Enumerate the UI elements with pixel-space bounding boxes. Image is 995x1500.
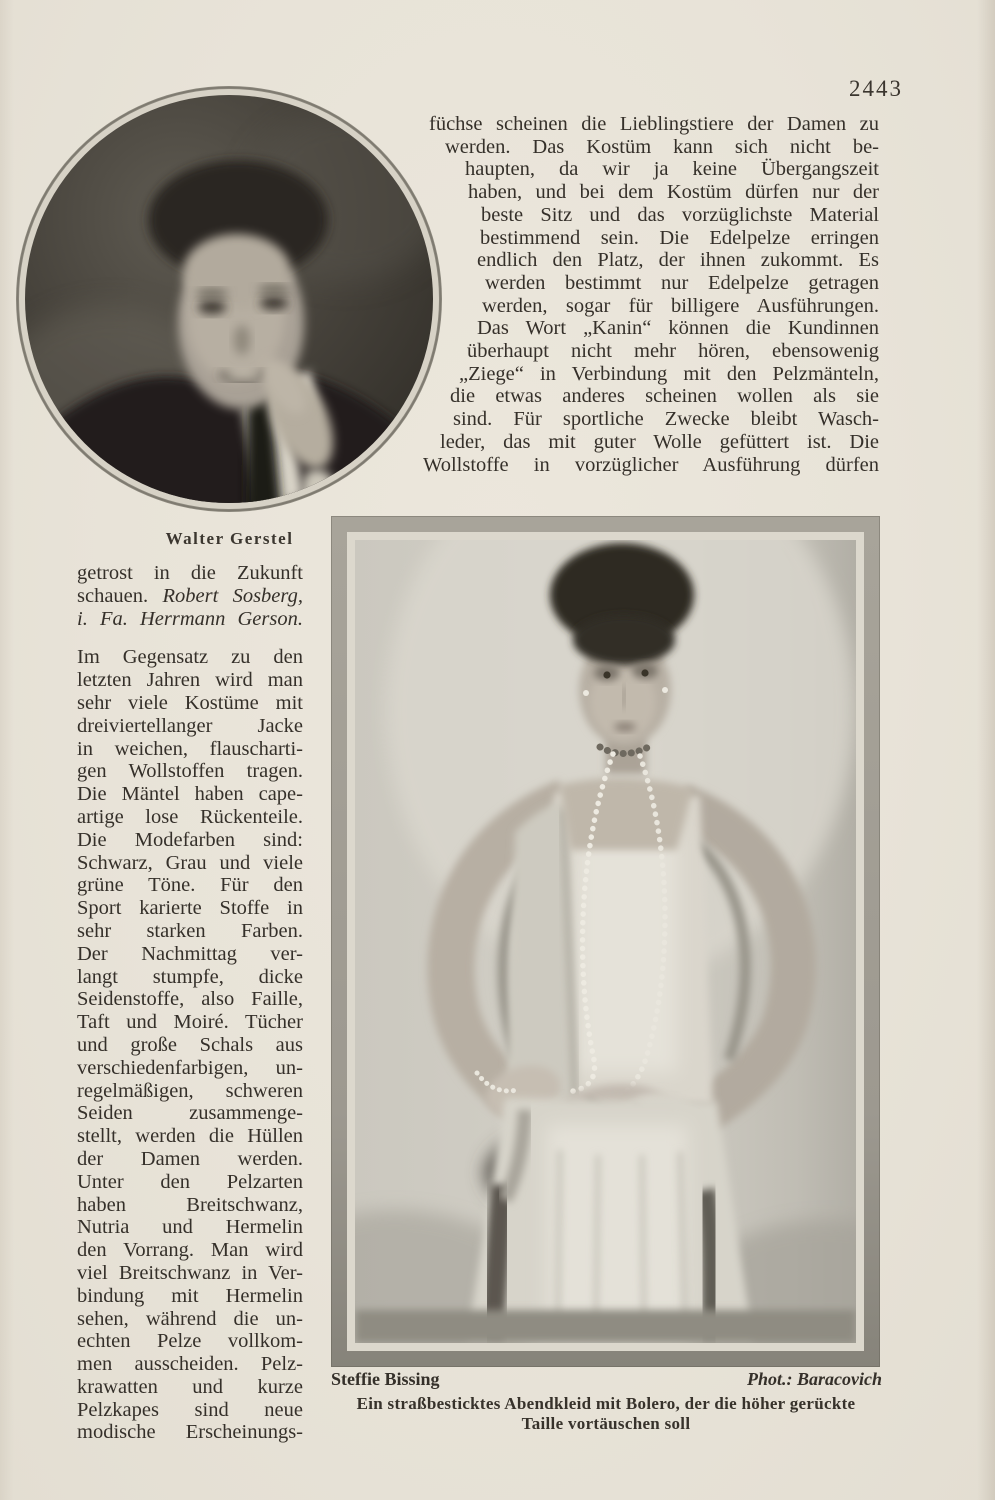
text-line: Unter den Pelzarten <box>77 1170 303 1193</box>
text-line: regelmäßigen, schweren <box>77 1079 303 1102</box>
text-line: der Damen werden. <box>77 1147 303 1170</box>
text-line: krawatten und kurze <box>77 1375 303 1398</box>
article-column-right <box>421 113 879 476</box>
text-line: artige lose Rückenteile. <box>77 805 303 828</box>
text-line: Seiden zusammenge- <box>77 1102 303 1125</box>
text-line: werden, sogar für billigere Ausführungen. <box>482 294 879 317</box>
text-line: bindung mit Hermelin <box>77 1284 303 1307</box>
text-line: grüne Töne. Für den <box>77 874 303 897</box>
text-line: den Vorrang. Man wird <box>77 1239 303 1262</box>
text-line: men ausscheiden. Pelz- <box>77 1353 303 1376</box>
photo-caption-line: Ein straßbesticktes Abendkleid mit Bolero, der die höher gerückte <box>356 1394 856 1413</box>
text-line <box>77 585 303 608</box>
text-line: modische Erscheinungs- <box>77 1421 303 1444</box>
earring <box>662 687 668 693</box>
text-line: Die Mäntel haben cape- <box>77 783 303 806</box>
text-line: dreiviertellanger Jacke <box>77 714 303 737</box>
text-line: langt stumpfe, dicke <box>77 965 303 988</box>
fashion-photo-frame <box>331 516 880 1367</box>
eyes <box>198 300 226 314</box>
text-line: werden. Das Kostüm kann sich nicht be- <box>445 135 879 158</box>
text-line: verschiedenfarbigen, un- <box>77 1056 303 1079</box>
photo-caption <box>276 1394 936 1434</box>
text-line: getrost in die Zukunft <box>77 562 303 584</box>
earring <box>583 690 589 696</box>
portrait-photo-image <box>16 86 443 513</box>
text-line: Seidenstoffe, also Faille, <box>77 988 303 1011</box>
text-line: füchse scheinen die Lieblingstiere der Damen zu <box>429 113 879 135</box>
text-line: Im Gegensatz zu den <box>77 646 303 669</box>
text-line: Das Wort „Kanin“ können die Kundinnen <box>477 317 879 340</box>
portrait-photo <box>16 86 443 513</box>
text-line: Nutria und Hermelin <box>77 1216 303 1239</box>
text-line: echten Pelze vollkom- <box>77 1330 303 1353</box>
text-line: werden bestimmt nur Edelpelze getragen <box>485 271 879 294</box>
text-line: Sport karierte Stoffe in <box>77 897 303 920</box>
text-line: Pelzkapes sind neue <box>77 1398 303 1421</box>
text-line: Wollstoffe in vorzüglicher Ausführung dürfen <box>423 453 879 476</box>
text-line: viel Breitschwanz in Ver- <box>77 1261 303 1284</box>
mouth <box>614 723 636 732</box>
portrait-caption: Walter Gerstel <box>165 529 294 548</box>
text-line: haben, und bei dem Kostüm dürfen nur der <box>468 181 879 204</box>
article-column-left <box>77 562 303 1444</box>
photo-photographer-credit: Phot.: Baracovich <box>747 1369 882 1389</box>
text-line: Die Modefarben sind: <box>77 828 303 851</box>
text-line: Taft und Moiré. Tücher <box>77 1011 303 1034</box>
text-line: haben Breitschwanz, <box>77 1193 303 1216</box>
text-line: und große Schals aus <box>77 1033 303 1056</box>
photo-subject-name: Steffie Bissing <box>331 1369 440 1389</box>
text-line: gen Wollstoffen tragen. <box>77 760 303 783</box>
photo-mat <box>347 532 864 1351</box>
text-line: in weichen, flauscharti- <box>77 737 303 760</box>
author-affiliation: i. Fa. Herrmann Gerson. <box>77 607 303 630</box>
text-fragment: schauen. <box>77 584 149 607</box>
text-line: sehr viele Kostüme mit <box>77 691 303 714</box>
photo-caption-line: Taille vortäuschen soll <box>521 1414 691 1433</box>
text-line: Schwarz, Grau und viele <box>77 851 303 874</box>
text-line: die etwas anderes scheinen wollen als sie <box>450 385 879 408</box>
floor-shadow <box>355 1310 856 1343</box>
text-line: sehen, während die un- <box>77 1307 303 1330</box>
text-line: endlich den Platz, der ihnen zukommt. Es <box>477 249 879 272</box>
paragraph <box>77 646 303 1444</box>
text-line: stellt, werden die Hüllen <box>77 1125 303 1148</box>
photo-credits <box>331 1369 882 1390</box>
fashion-photo-image <box>355 540 856 1343</box>
author-name: Robert Sosberg, <box>162 584 303 607</box>
text-line: „Ziege“ in Verbindung mit den Pelzmänteln, <box>459 362 879 385</box>
page-number: 2443 <box>849 76 903 101</box>
text-line: überhaupt nicht mehr hören, ebensowenig <box>467 340 879 363</box>
text-line: bestimmend sein. Die Edelpelze erringen <box>480 226 879 249</box>
eyes <box>603 671 610 678</box>
text-line: letzten Jahren wird man <box>77 669 303 692</box>
text-line: sehr starken Farben. <box>77 919 303 942</box>
text-line: leder, das mit guter Wolle gefüttert ist. Die <box>440 430 879 453</box>
text-line: sind. Für sportliche Zwecke bleibt Wasch- <box>453 408 879 431</box>
text-line: Der Nachmittag ver- <box>77 942 303 965</box>
text-line: beste Sitz und das vorzüglichste Material <box>481 203 879 226</box>
text-line: haupten, da wir ja keine Übergangszeit <box>465 158 879 181</box>
